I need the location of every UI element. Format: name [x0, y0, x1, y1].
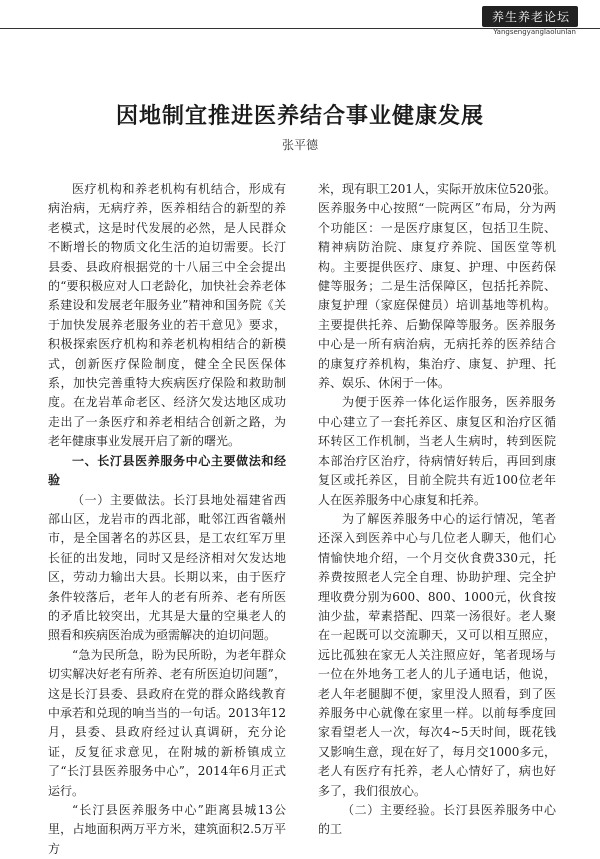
journal-header [0, 0, 600, 40]
article-title: 因地制宜推进医养结合事业健康发展 [115, 102, 484, 129]
section-heading: 一、长汀县医养服务中心主要做法和经验 [48, 453, 286, 488]
left-column [48, 180, 286, 859]
column-pinyin: Yangsengyanglaolunlan [493, 28, 576, 36]
paragraph: 为便于医养一体化运作服务，医养服务中心建立了一套托养区、康复区和治疗区循环转区工作机制，当老人生病时，转到医院本部治疗区治疗，待病情好转后，再回到康复区或托养区，目前全院共有近100位老年人在医养服务中心康复和托养。 [318, 395, 556, 507]
column-name-badge: 养生养老论坛 [482, 6, 578, 27]
paragraph: 米，现有职工201人，实际开放床位520张。医养服务中心按照“一院两区”布局，分为两个功能区：一是医疗康复区，包括卫生院、精神病防治院、康复疗养院、国医堂等机构。主要提供医疗、康复、护理、中医药保健等服务；二是生活保障区，包括托养院、康复护理（家庭保健员）培训基地等机构。主要提供托养、后勤保障等服务。医养服务中心是一所有病治病，无病托养的医养结合的康复疗养机构，集治疗、康复、护理、托养、娱乐、休闲于一体。 [318, 182, 556, 391]
paragraph: 医疗机构和养老机构有机结合，形成有病治病，无病疗养，医养相结合的新型的养老模式，这是时代发展的必然，是人民群众不断增长的物质文化生活的迫切需要。长汀县委、县政府根据党的十八届三中全会提出的“要积极应对人口老龄化，加快社会养老体系建设和发展老年服务业”精神和国务院《关于加快发展养老服务业的若干意见》要求，积极探索医疗机构和养老机构相结合的新模式，创新医疗保险制度，健全全民医保体系，加快完善重特大疾病医疗保险和救助制度。在龙岩革命老区、经济欠发达地区成功走出了一条医疗和养老相结合创新之路，为老年健康事业发展开启了新的曙光。 [48, 182, 286, 449]
right-column [318, 180, 556, 840]
paragraph: 为了解医养服务中心的运行情况，笔者还深入到医养中心与几位老人聊天，他们心情愉快地介绍，一个月交伙食费330元，托养费按照老人完全自理、协助护理、完全护理收费分别为600、800、1000元，伙食按油少盐，荤素搭配、四菜一汤很好。老人聚在一起既可以交流聊天，又可以相互照应，远比孤独在家无人关注照应好，笔者现场与一位在外地务工老人的儿子通电话，他说，老人年老腿脚不便，家里没人照看，到了医养服务中心就像在家里一样。以前每季度回家看望老人一次，每次4~5天时间，既花钱又影响生意，现在好了，每月交1000多元，老人有医疗有托养，老人心情好了，病也好多了，我们很放心。 [318, 511, 556, 798]
paragraph: （二）主要经验。长汀县医养服务中心的工 [318, 803, 556, 837]
paragraph: “急为民所急，盼为民所盼，为老年群众切实解决好老有所养、老有所医迫切问题”，这是长汀县委、县政府在党的群众路线教育中承若和兑现的响当当的一句话。2013年12月，县委、县政府经过认真调研，充分论证，反复征求意见，在附城的新桥镇成立了“长汀县医养服务中心”，2014年6月正式运行。 [48, 647, 286, 798]
paragraph: “长汀县医养服务中心”距离县城13公里，占地面积两万平方米，建筑面积2.5万平方 [48, 803, 286, 856]
paragraph: （一）主要做法。长汀县地处福建省西部山区，龙岩市的西北部，毗邻江西省赣州市，是全国著名的苏区县，是工农红军万里长征的出发地，同时又是经济相对欠发达地区，劳动力输出大县。长期以来，由于医疗条件较落后，老年人的老有所养、老有所医的矛盾比较突出，尤其是大量的空巢老人的照看和疾病医治成为亟需解决的迫切问题。 [48, 492, 286, 643]
article-author: 张平德 [281, 138, 318, 152]
